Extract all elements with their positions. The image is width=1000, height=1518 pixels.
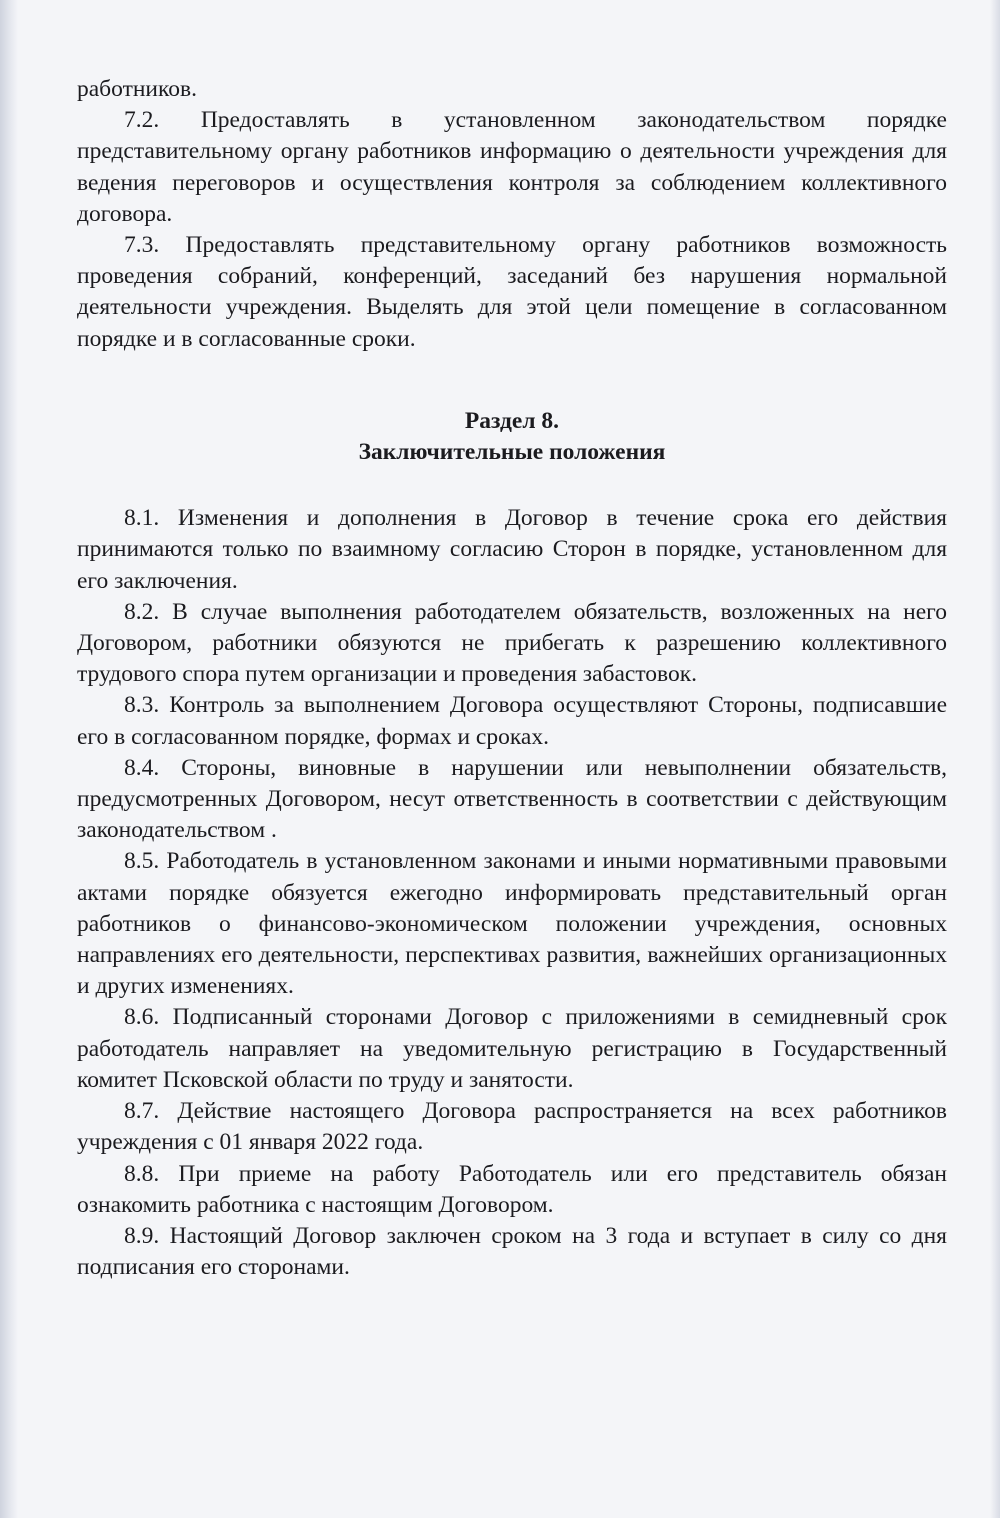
paragraph-8-6: 8.6. Подписанный сторонами Договор с приложениями в семидневный срок работодатель направляет на уведомительную регистрацию в Государственный комитет Псковской области по труду и занятости. xyxy=(77,1004,947,1093)
paragraph-7-3: 7.3. Предоставлять представительному органу работников возможность проведения собраний, конференций, заседаний без нарушения нормальной деятельности учреждения. Выделять для этой цели помещение в согласованном порядке и в согласованные сроки. xyxy=(77,232,947,352)
paragraph-8-4: 8.4. Стороны, виновные в нарушении или невыполнении обязательств, предусмотренных Договором, несут ответственность в соответствии с действующим законодательством . xyxy=(77,754,947,844)
scan-page-edge-left xyxy=(0,0,18,1518)
continuation-text: работников. xyxy=(77,76,197,102)
paragraph-8-1: 8.1. Изменения и дополнения в Договор в течение срока его действия принимаются только по взаимному согласию Сторон в порядке, установленном для его заключения. xyxy=(77,505,947,594)
paragraph-8-2: 8.2. В случае выполнения работодателем обязательств, возложенных на него Договором, работники обязуются не прибегать к разрешению коллективного трудового спора путем организации и проведения забастовок. xyxy=(77,598,947,688)
paragraph-8-5: 8.5. Работодатель в установленном законами и иными нормативными правовыми актами порядке обязуется ежегодно информировать представительный орган работников о финансово-экономическом положении учреждения, основных направлениях его деятельности, перспективах развития, важнейших организационных и других изменениях. xyxy=(77,848,947,1000)
paragraph-8-9: 8.9. Настоящий Договор заключен сроком на 3 года и вступает в силу со дня подписания его сторонами. xyxy=(77,1222,947,1281)
paragraph-7-2: 7.2. Предоставлять в установленном законодательством порядке представительному органу работников информацию о деятельности учреждения для ведения переговоров и осуществления контроля за соблюдением коллективного договора. xyxy=(77,107,947,227)
section-spacer xyxy=(77,468,947,503)
section-8-number: Раздел 8. xyxy=(464,407,560,434)
section-8-title: Заключительные положения xyxy=(358,439,666,466)
paragraph-8-7: 8.7. Действие настоящего Договора распространяется на всех работников учреждения с 01 января 2022 года. xyxy=(77,1098,947,1156)
scan-page-edge-right xyxy=(990,0,1000,1518)
paragraph-8-3: 8.3. Контроль за выполнением Договора осуществляют Стороны, подписавшие его в согласованном порядке, формах и сроках. xyxy=(77,692,947,750)
document-page xyxy=(77,74,947,1283)
paragraph-8-8: 8.8. При приеме на работу Работодатель или его представитель обязан ознакомить работника с настоящим Договором. xyxy=(77,1160,947,1218)
